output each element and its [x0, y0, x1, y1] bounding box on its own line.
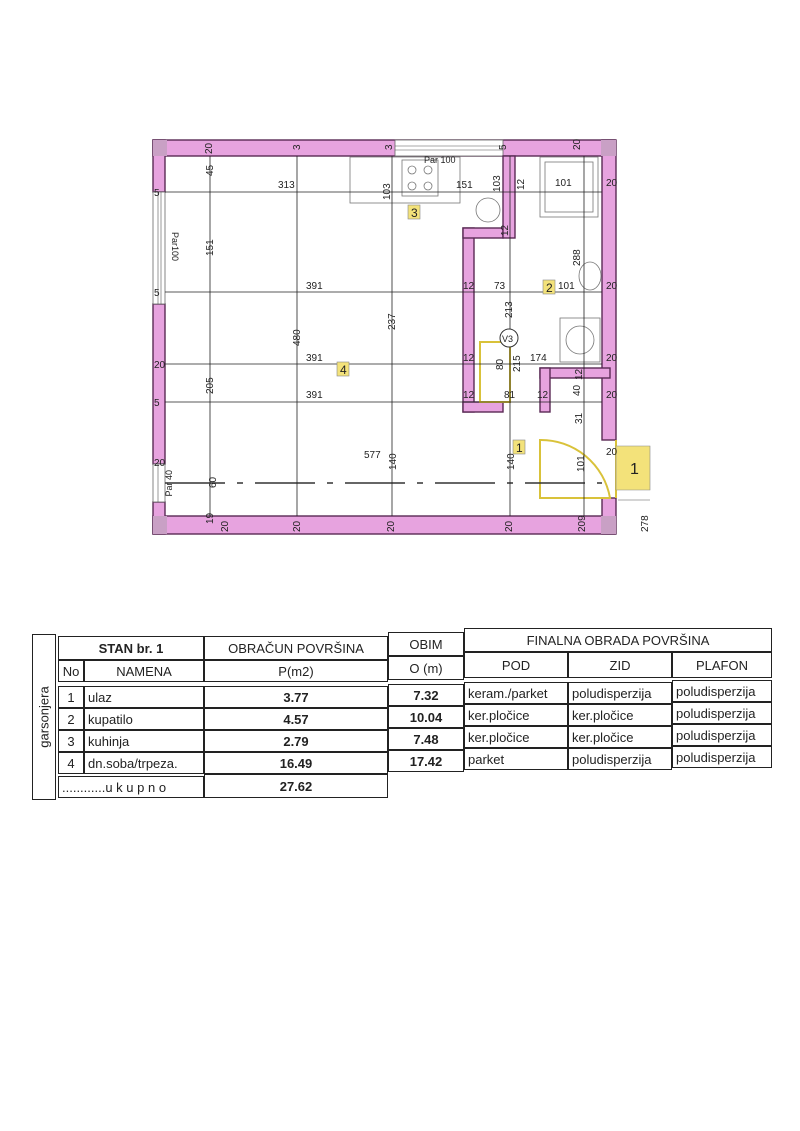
window-label-left: Par100: [170, 232, 180, 262]
col-ceiling: PLAFON: [672, 652, 772, 678]
room-number-3: 3: [411, 206, 418, 220]
row-no: 3: [58, 730, 84, 752]
svg-text:31: 31: [574, 412, 585, 424]
col-perimeter: O (m): [388, 656, 464, 680]
svg-text:20: 20: [204, 142, 215, 154]
svg-text:20: 20: [606, 447, 618, 458]
svg-text:101: 101: [558, 281, 575, 292]
svg-text:313: 313: [278, 180, 295, 191]
side-label: garsonjera: [32, 634, 56, 800]
svg-text:213: 213: [504, 301, 515, 318]
row2-dimensions: [306, 281, 618, 292]
svg-text:19: 19: [205, 512, 216, 524]
row-ceiling: poludisperzija: [672, 724, 772, 746]
svg-text:101: 101: [555, 178, 572, 189]
svg-text:480: 480: [292, 329, 303, 346]
svg-text:12: 12: [537, 390, 549, 401]
row-ceiling: poludisperzija: [672, 702, 772, 724]
svg-text:391: 391: [306, 390, 323, 401]
svg-text:20: 20: [606, 353, 618, 364]
row-area: 4.57: [204, 708, 388, 730]
svg-text:20: 20: [504, 520, 515, 532]
svg-text:577: 577: [364, 450, 381, 461]
row-wall: poludisperzija: [568, 682, 672, 704]
svg-text:12: 12: [463, 281, 475, 292]
svg-text:174: 174: [530, 353, 547, 364]
svg-text:391: 391: [306, 353, 323, 364]
window-label-bottom: Par 40: [164, 470, 174, 497]
row-name: kupatilo: [84, 708, 204, 730]
svg-text:20: 20: [154, 458, 166, 469]
svg-text:101: 101: [576, 455, 587, 472]
row-ceiling: poludisperzija: [672, 746, 772, 768]
apartment-title: STAN br. 1: [58, 636, 204, 660]
row-perimeter: 7.32: [388, 684, 464, 706]
row-floor: ker.pločice: [464, 704, 568, 726]
vertical-dimensions: [292, 224, 587, 472]
entrance-room-mark: 1: [630, 461, 639, 478]
svg-text:237: 237: [387, 313, 398, 330]
svg-text:12: 12: [463, 353, 475, 364]
svg-text:288: 288: [572, 249, 583, 266]
room-number-2: 2: [546, 281, 553, 295]
svg-text:391: 391: [306, 281, 323, 292]
svg-text:20: 20: [292, 520, 303, 532]
svg-text:12: 12: [574, 368, 585, 380]
col-wall: ZID: [568, 652, 672, 678]
row-wall: ker.pločice: [568, 704, 672, 726]
windows: [153, 140, 503, 502]
row-wall: poludisperzija: [568, 748, 672, 770]
col-no: No: [58, 660, 84, 682]
room-labels: [337, 205, 555, 455]
total-value: 27.62: [204, 774, 388, 798]
svg-text:151: 151: [205, 239, 216, 256]
svg-text:40: 40: [572, 384, 583, 396]
svg-text:12: 12: [463, 390, 475, 401]
svg-text:73: 73: [494, 281, 506, 292]
svg-text:60: 60: [208, 476, 219, 488]
perimeter-header: OBIM: [388, 632, 464, 656]
col-area: P(m2): [204, 660, 388, 682]
svg-text:3: 3: [292, 144, 303, 150]
svg-text:20: 20: [154, 360, 166, 371]
row-floor: parket: [464, 748, 568, 770]
row-no: 4: [58, 752, 84, 774]
inner-walls: [463, 156, 610, 412]
svg-text:20: 20: [606, 178, 618, 189]
svg-text:20: 20: [606, 281, 618, 292]
svg-text:80: 80: [495, 358, 506, 370]
svg-text:20: 20: [606, 390, 618, 401]
svg-text:12: 12: [500, 224, 511, 236]
svg-text:205: 205: [205, 377, 216, 394]
row-ceiling: poludisperzija: [672, 680, 772, 702]
svg-text:3: 3: [384, 144, 395, 150]
svg-text:45: 45: [205, 164, 216, 176]
svg-text:140: 140: [388, 453, 399, 470]
row-wall: ker.pločice: [568, 726, 672, 748]
col-floor: POD: [464, 652, 568, 678]
window-label-top: Par 100: [424, 155, 456, 165]
row-no: 2: [58, 708, 84, 730]
row-perimeter: 10.04: [388, 706, 464, 728]
svg-text:20: 20: [572, 138, 583, 150]
svg-text:81: 81: [504, 390, 516, 401]
row-floor: keram./parket: [464, 682, 568, 704]
col-name: NAMENA: [84, 660, 204, 682]
svg-text:5: 5: [154, 288, 160, 299]
row-name: dn.soba/trpeza.: [84, 752, 204, 774]
svg-text:5: 5: [154, 398, 160, 409]
row-name: kuhinja: [84, 730, 204, 752]
room-number-1: 1: [516, 441, 523, 455]
svg-text:5: 5: [498, 144, 509, 150]
svg-text:103: 103: [492, 175, 503, 192]
area-header: OBRAČUN POVRŠINA: [204, 636, 388, 660]
svg-text:20: 20: [386, 520, 397, 532]
svg-text:151: 151: [456, 180, 473, 191]
row-area: 2.79: [204, 730, 388, 752]
installation-symbol-label: V3: [502, 334, 514, 344]
svg-text:103: 103: [382, 183, 393, 200]
svg-text:20: 20: [220, 520, 231, 532]
row-floor: ker.pločice: [464, 726, 568, 748]
finish-header: FINALNA OBRADA POVRŠINA: [464, 628, 772, 652]
row-area: 3.77: [204, 686, 388, 708]
area-table: [32, 628, 776, 800]
right-dimension: 278: [640, 515, 651, 532]
row-perimeter: 7.48: [388, 728, 464, 750]
svg-text:140: 140: [506, 453, 517, 470]
row-no: 1: [58, 686, 84, 708]
svg-text:5: 5: [154, 188, 160, 199]
row-perimeter: 17.42: [388, 750, 464, 772]
svg-text:215: 215: [512, 355, 523, 372]
row-area: 16.49: [204, 752, 388, 774]
row-name: ulaz: [84, 686, 204, 708]
total-label: ............u k u p n o: [58, 776, 204, 798]
room-number-4: 4: [340, 363, 347, 377]
svg-text:209: 209: [577, 515, 588, 532]
svg-text:12: 12: [516, 178, 527, 190]
